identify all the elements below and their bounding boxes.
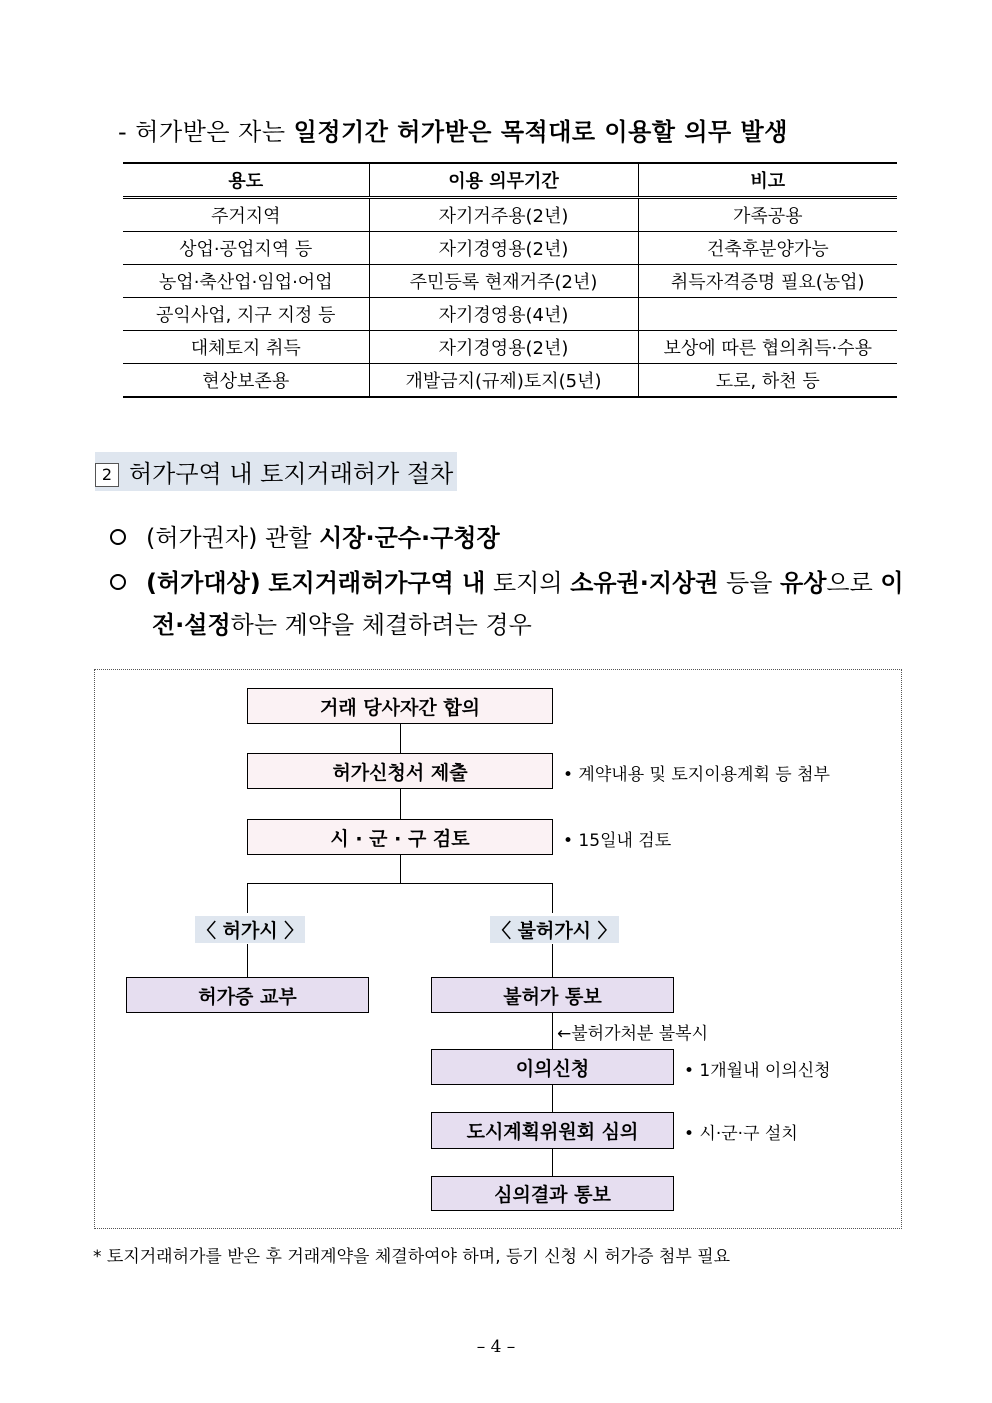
flow-note-application: • 계약내용 및 토지이용계획 등 첨부 <box>563 765 830 785</box>
table-cell: 자기경영용(2년) <box>369 331 638 364</box>
table-row <box>123 232 897 265</box>
table-cell: 주거지역 <box>123 198 369 232</box>
target-line2-text: 하는 계약을 체결하려는 경우 <box>230 611 532 639</box>
target-item <box>110 563 904 598</box>
target-bold-d: 이 <box>880 569 904 597</box>
flow-note-appeal: ←불허가처분 불복시 <box>557 1024 709 1044</box>
target-label: (허가대상) <box>146 569 261 597</box>
table-row <box>123 331 897 364</box>
target-bold-b: 소유권·지상권 <box>570 569 719 597</box>
intro-bold: 일정기간 허가받은 목적대로 이용할 의무 발생 <box>293 118 788 146</box>
flow-note-committee: • 시·군·구 설치 <box>684 1124 798 1144</box>
target-item-line2 <box>152 605 532 640</box>
flow-connector <box>400 855 401 883</box>
intro-line <box>118 112 788 147</box>
table-cell: 자기경영용(2년) <box>369 232 638 265</box>
circle-bullet-icon <box>110 529 126 545</box>
table-cell: 공익사업, 지구 지정 등 <box>123 298 369 331</box>
table-cell: 건축후분양가능 <box>638 232 897 265</box>
flow-step-objection: 이의신청 <box>431 1049 674 1085</box>
table-row <box>123 364 897 398</box>
flow-step-rejection-notice: 불허가 통보 <box>431 977 674 1013</box>
flow-connector <box>552 1149 553 1176</box>
table-cell: 자기거주용(2년) <box>369 198 638 232</box>
footnote: * 토지거래허가를 받은 후 거래계약을 체결하여야 하며, 등기 신청 시 허가증 첨부 필요 <box>93 1247 731 1267</box>
section-number-box: 2 <box>95 463 119 487</box>
section-heading <box>95 452 457 491</box>
table-cell <box>638 298 897 331</box>
section-title: 허가구역 내 토지거래허가 절차 <box>129 460 454 488</box>
target-line2-bold: 전·설정 <box>152 611 231 639</box>
table-cell: 취득자격증명 필요(농업) <box>638 265 897 298</box>
flow-step-agreement: 거래 당사자간 합의 <box>247 688 553 724</box>
flow-step-review: 시 · 군 · 구 검토 <box>247 819 553 855</box>
flow-connector <box>400 789 401 819</box>
authority-bold: 시장·군수·구청장 <box>319 524 500 552</box>
table-cell: 자기경영용(4년) <box>369 298 638 331</box>
target-text-d: 으로 <box>826 569 881 597</box>
flow-step-permit-issued: 허가증 교부 <box>126 977 369 1013</box>
circle-bullet-icon <box>110 574 126 590</box>
table-cell: 주민등록 현재거주(2년) <box>369 265 638 298</box>
flow-connector <box>552 883 553 913</box>
target-text-c: 등을 <box>718 569 781 597</box>
table-cell: 상업·공업지역 등 <box>123 232 369 265</box>
target-bold-c: 유상 <box>780 569 827 597</box>
authority-text: 관할 <box>257 524 320 552</box>
table-cell: 보상에 따른 협의취득·수용 <box>638 331 897 364</box>
target-text-b: 토지의 <box>485 569 571 597</box>
table-row <box>123 198 897 232</box>
flow-branch-line <box>247 883 553 884</box>
flow-connector <box>400 724 401 753</box>
usage-period-table <box>123 162 897 398</box>
target-bold-a: 토지거래허가구역 내 <box>268 569 486 597</box>
flow-connector <box>247 944 248 977</box>
flow-connector <box>552 1013 553 1049</box>
flow-step-result-notice: 심의결과 통보 <box>431 1176 674 1211</box>
header-note: 비고 <box>638 163 897 198</box>
table-cell: 농업·축산업·임업·어업 <box>123 265 369 298</box>
authority-item <box>110 518 500 553</box>
flow-note-review: • 15일내 검토 <box>563 831 672 851</box>
table-cell: 현상보존용 <box>123 364 369 398</box>
flow-connector <box>552 944 553 977</box>
authority-label: (허가권자) <box>146 524 258 552</box>
header-usage: 용도 <box>123 163 369 198</box>
flow-step-application: 허가신청서 제출 <box>247 753 553 789</box>
page-number: – 4 – <box>476 1337 516 1357</box>
intro-prefix: - 허가받은 자는 <box>118 118 294 146</box>
table-row <box>123 265 897 298</box>
table-cell: 대체토지 취득 <box>123 331 369 364</box>
flow-step-committee: 도시계획위원회 심의 <box>431 1112 674 1149</box>
table-cell: 도로, 하천 등 <box>638 364 897 398</box>
branch-rejected-label: 〈 불허가시 〉 <box>490 916 619 943</box>
flow-connector <box>552 1085 553 1112</box>
flow-note-objection: • 1개월내 이의신청 <box>684 1061 831 1081</box>
flow-connector <box>247 883 248 913</box>
table-cell: 가족공용 <box>638 198 897 232</box>
header-period: 이용 의무기간 <box>369 163 638 198</box>
table-header-row <box>123 163 897 198</box>
table-cell: 개발금지(규제)토지(5년) <box>369 364 638 398</box>
branch-approved-label: 〈 허가시 〉 <box>195 916 305 943</box>
table-row <box>123 298 897 331</box>
